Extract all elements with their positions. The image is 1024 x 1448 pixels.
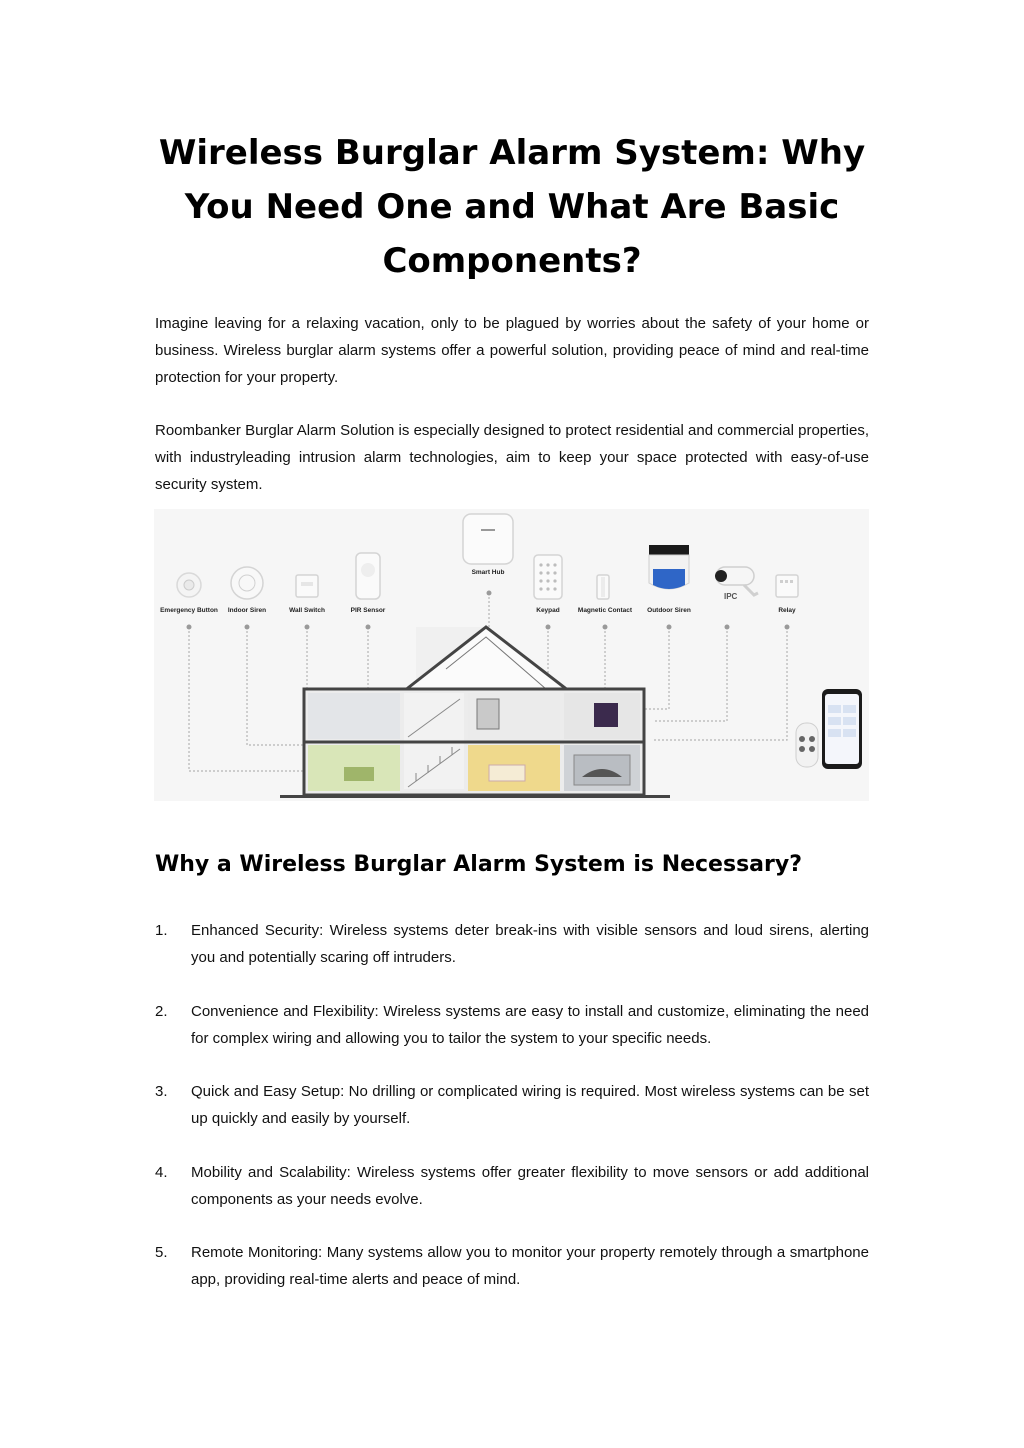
list-item-number: 3. [155, 1083, 168, 1100]
magnetic-contact-device [597, 575, 609, 599]
device-label: Indoor Siren [227, 607, 267, 614]
device-label: Keypad [536, 607, 560, 614]
intro-paragraph-1: Imagine leaving for a relaxing vacation, only to be plagued by worries about the safety of your home or business. Wireless burglar alarm systems offer a powerful solution, providing peace of mind and real-time protection for your property. [155, 315, 869, 386]
device-label: Outdoor Siren [647, 607, 691, 614]
list-item-number: 5. [155, 1244, 168, 1261]
device-label: Emergency Button [160, 607, 218, 614]
section-heading: Why a Wireless Burglar Alarm System is Necessary? [155, 852, 802, 877]
emergency-button-device [177, 573, 201, 597]
device-label: PIR Sensor [350, 607, 386, 614]
smart-hub-label: Smart Hub [471, 569, 505, 576]
outdoor-siren-device [649, 545, 689, 589]
list-item-text: Enhanced Security: Wireless systems deter break-ins with visible sensors and loud sirens, alerting you and potentially scaring off intruders. [191, 922, 869, 966]
list-item-text: Mobility and Scalability: Wireless systems offer greater flexibility to move sensors or add additional components as your needs evolve. [191, 1164, 869, 1208]
ipc-camera-device [715, 567, 758, 601]
smartphone-app-illustration [822, 689, 862, 769]
pir-sensor-device [356, 553, 380, 599]
smart-hub-device [463, 514, 513, 564]
list-item-number: 1. [155, 922, 168, 939]
device-label: Wall Switch [289, 607, 325, 614]
list-item-number: 4. [155, 1164, 168, 1181]
page-title: Wireless Burglar Alarm System: Why You Need One and What Are Basic Components? [158, 133, 866, 281]
relay-device [776, 575, 798, 597]
keypad-device [534, 555, 562, 599]
svg-text:IPC: IPC [724, 592, 738, 601]
device-label: Relay [778, 607, 796, 614]
remote-control-illustration [796, 723, 818, 767]
system-diagram-image [154, 509, 869, 801]
house-cutaway-illustration [280, 627, 670, 798]
intro-paragraph-2: Roombanker Burglar Alarm Solution is especially designed to protect residential and commercial properties, with industryleading intrusion alarm technologies, aim to keep your space protected with easy-of-use security system. [155, 422, 869, 493]
indoor-siren-device [231, 567, 263, 599]
list-item-text: Convenience and Flexibility: Wireless systems are easy to install and customize, eliminating the need for complex wiring and allowing you to tailor the system to your specific needs. [191, 1003, 869, 1047]
system-diagram-svg [154, 509, 869, 801]
list-item-text: Remote Monitoring: Many systems allow you to monitor your property remotely through a smartphone app, providing real-time alerts and peace of mind. [191, 1244, 869, 1288]
wall-switch-device [296, 575, 318, 597]
list-item-number: 2. [155, 1003, 168, 1020]
list-item-text: Quick and Easy Setup: No drilling or complicated wiring is required. Most wireless systems can be set up quickly and easily by yourself. [191, 1083, 869, 1127]
device-label: Magnetic Contact [577, 607, 633, 614]
